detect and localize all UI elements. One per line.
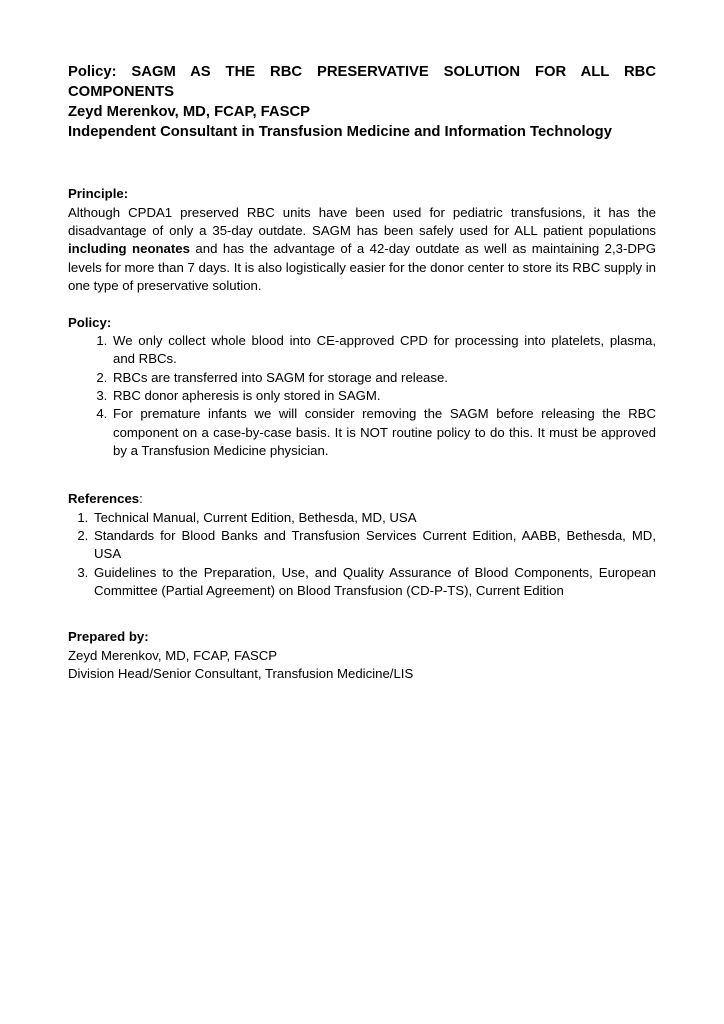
- policy-item: 1. We only collect whole blood into CE-approved CPD for processing into platelets, plasma, and RBCs.: [111, 332, 656, 369]
- policy-list: [68, 332, 656, 460]
- policy-section: [68, 314, 656, 461]
- principle-paragraph: [68, 204, 656, 296]
- policy-item: 4. For premature infants we will consider removing the SAGM before releasing the RBC component on a case-by-case basis. It is NOT routine policy to do this. It must be approved by a Transfusion Medicine physician.: [111, 405, 656, 460]
- principle-bold-phrase: including neonates: [68, 241, 190, 257]
- prepared-by-heading: Prepared by:: [68, 629, 149, 645]
- references-section: [68, 490, 656, 600]
- references-list: [68, 509, 656, 601]
- references-heading-text: References: [68, 491, 140, 507]
- policy-item: 3. RBC donor apheresis is only stored in SAGM.: [111, 387, 656, 405]
- policy-item: 2. RBCs are transferred into SAGM for storage and release.: [111, 369, 656, 387]
- prepared-by-role: Division Head/Senior Consultant, Transfusion Medicine/LIS: [68, 666, 414, 681]
- document-author: Zeyd Merenkov, MD, FCAP, FASCP: [68, 104, 311, 121]
- reference-item: 3. Guidelines to the Preparation, Use, and Quality Assurance of Blood Components, European Committee (Partial Agreement) on Blood Transfusion (CD-P-TS), Current Edition: [92, 564, 656, 601]
- references-heading: [68, 490, 656, 508]
- principle-section: [68, 185, 656, 295]
- principle-text-start: Although CPDA1 preserved RBC units have been used for pediatric transfusions, it has the disadvantage of only a 35-day outdate. SAGM has been safely used for ALL patient populations: [68, 204, 656, 239]
- document-author-role: Independent Consultant in Transfusion Medicine and Information Technology: [68, 124, 612, 141]
- principle-heading: Principle:: [68, 186, 129, 202]
- reference-item: 1. Technical Manual, Current Edition, Bethesda, MD, USA: [92, 509, 656, 527]
- principle-text-end: and has the advantage of a 42-day outdate as well as maintaining 2,3-DPG levels for more than 7 days. It is also logistically easier for the donor center to store its RBC supply in one type of preservative solution.: [68, 241, 656, 294]
- prepared-by-name: Zeyd Merenkov, MD, FCAP, FASCP: [68, 647, 278, 663]
- references-heading-colon: :: [139, 491, 143, 507]
- document-header: [68, 62, 656, 142]
- policy-heading: Policy:: [68, 314, 112, 330]
- reference-item: 2. Standards for Blood Banks and Transfusion Services Current Edition, AABB, Bethesda, MD, USA: [92, 527, 656, 564]
- prepared-by-section: [68, 628, 656, 683]
- document-title: Policy: SAGM AS THE RBC PRESERVATIVE SOLUTION FOR ALL RBC COMPONENTS: [68, 64, 656, 101]
